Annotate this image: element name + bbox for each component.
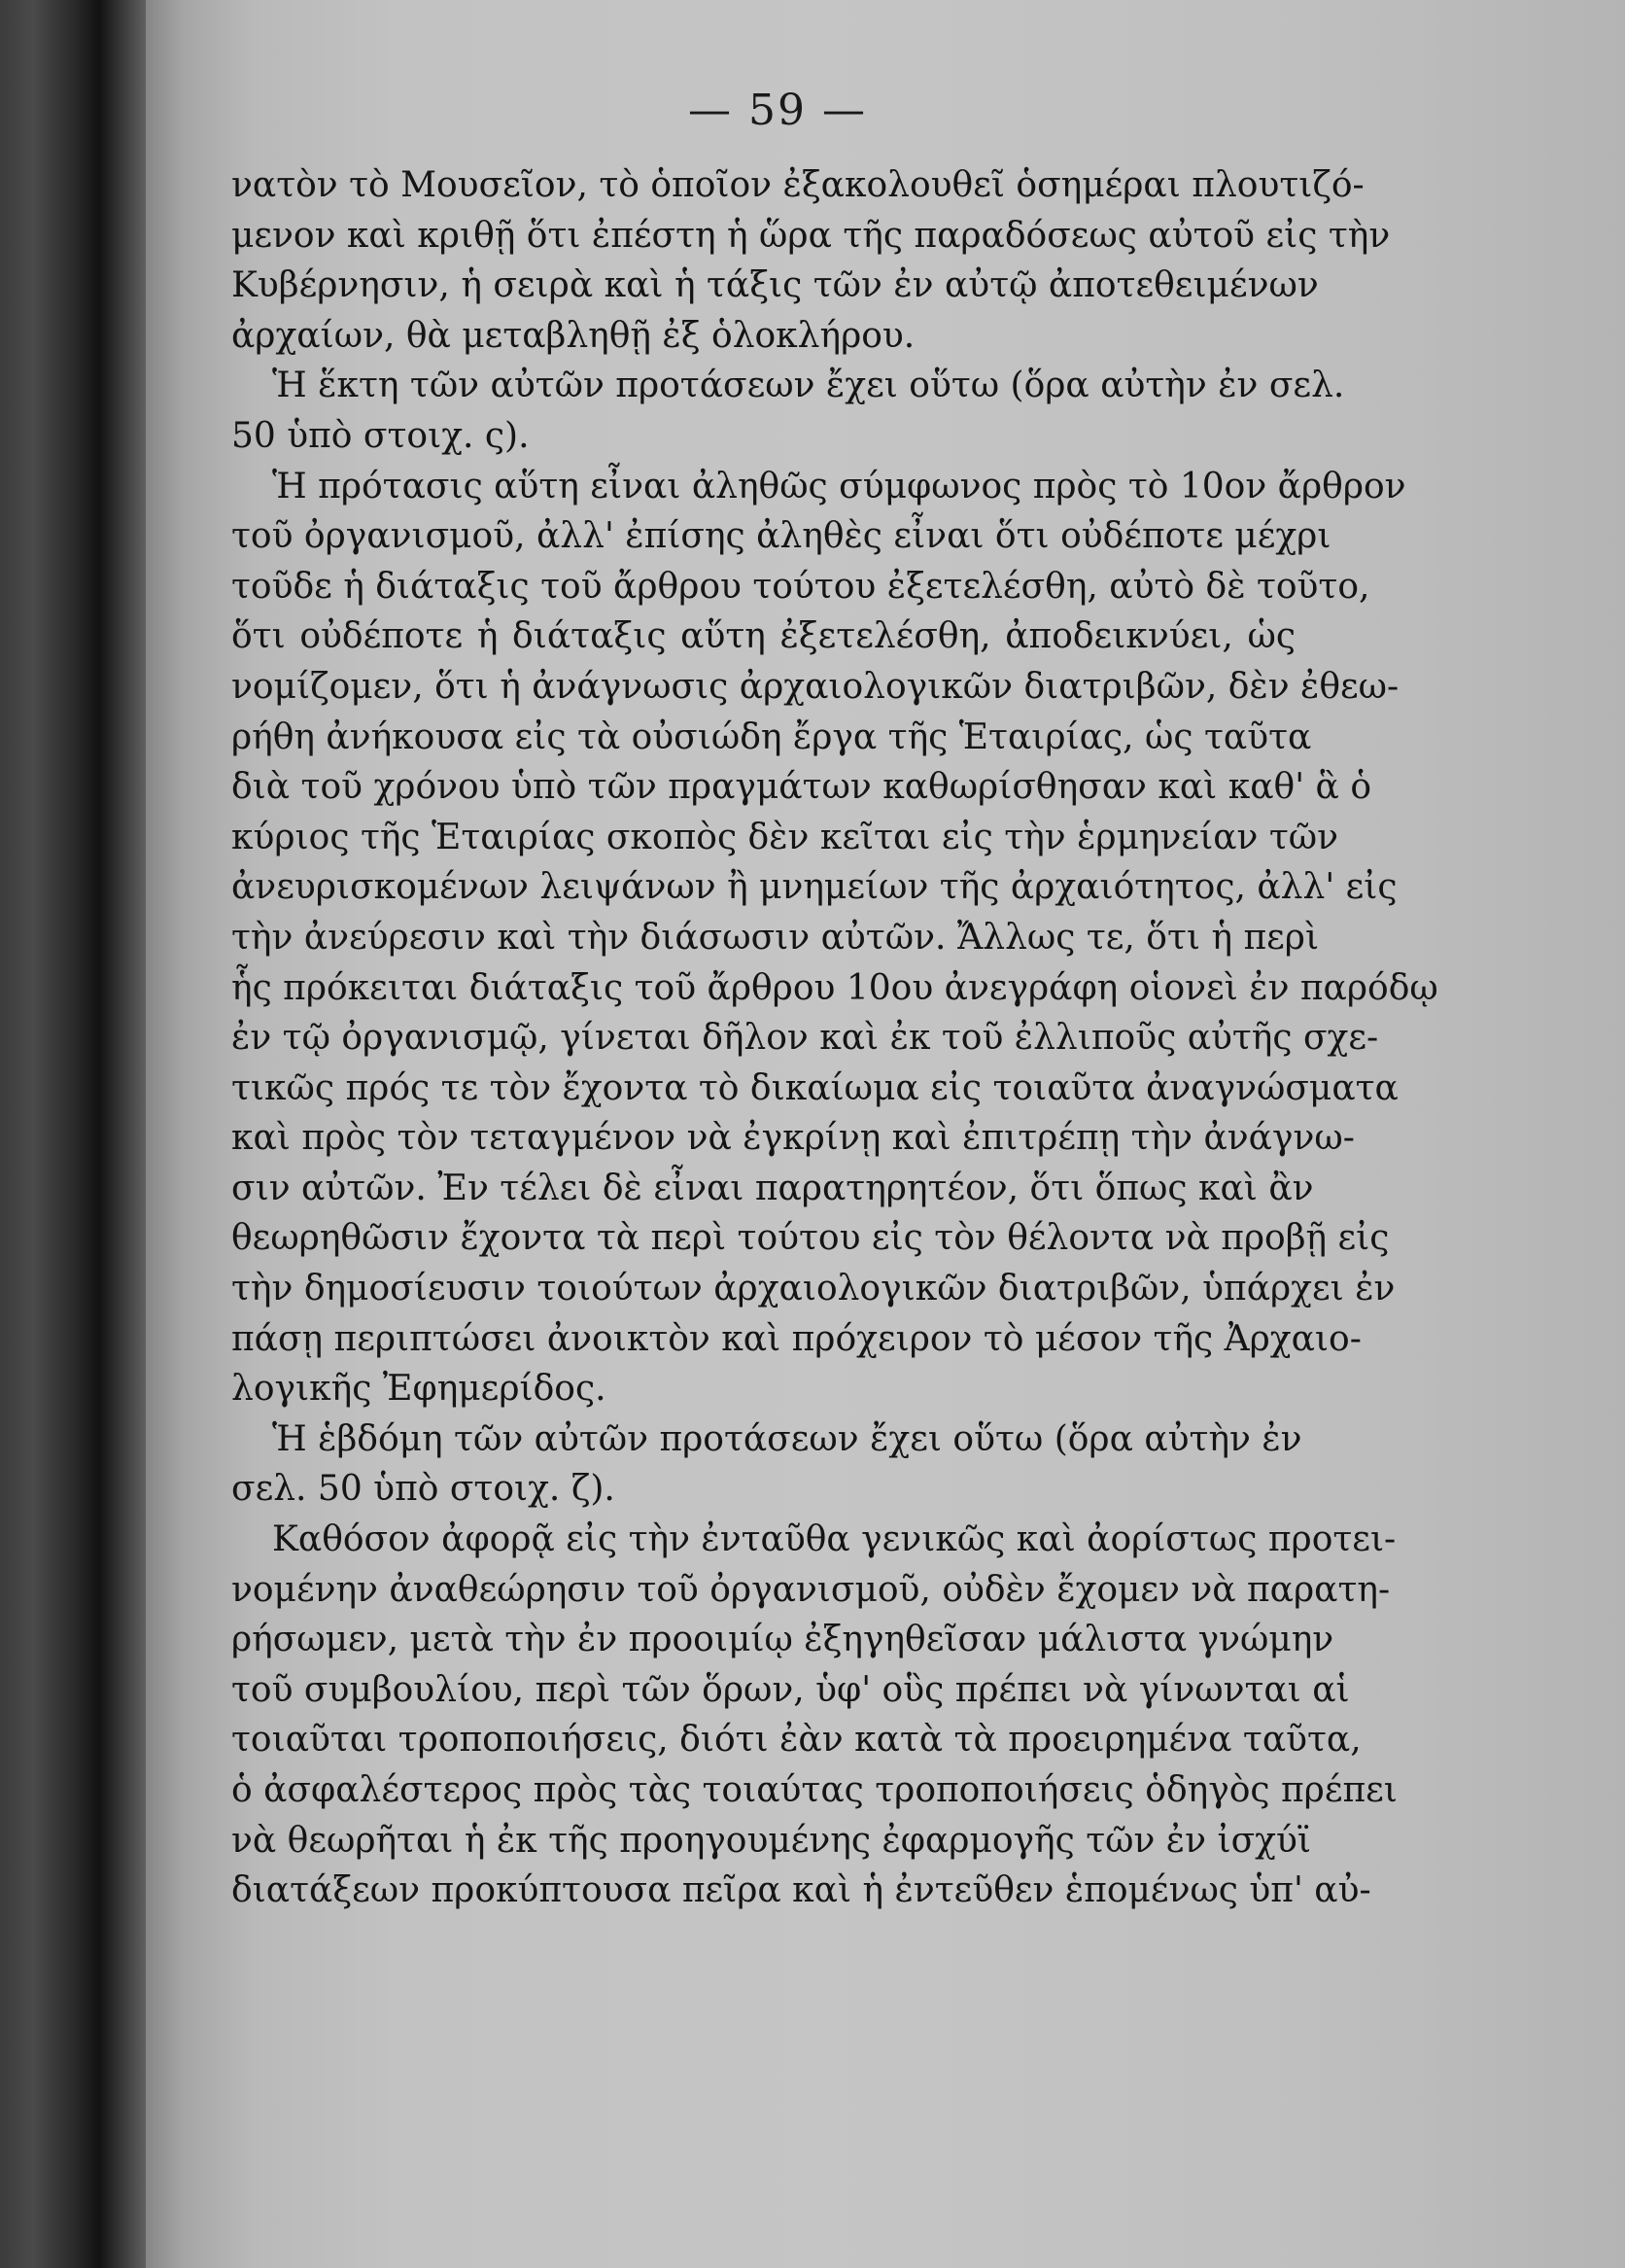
text-line: σελ. 50 ὑπὸ στοιχ. ζ). bbox=[231, 1469, 615, 1510]
text-line: διατάξεων προκύπτουσα πεῖρα καὶ ἡ ἐντεῦθεν ἑπομένως ὑπ' αὐ- bbox=[231, 1870, 1371, 1911]
text-line: τοῦδε ἡ διάταξις τοῦ ἄρθρου τούτου ἐξετελέσθη, αὐτὸ δὲ τοῦτο, bbox=[231, 566, 1370, 607]
text-line: λογικῆς Ἐφημερίδος. bbox=[231, 1369, 606, 1410]
text-line: σιν αὐτῶν. Ἐν τέλει δὲ εἶναι παρατηρητέον, ὅτι ὅπως καὶ ἂν bbox=[231, 1168, 1314, 1208]
text-line: τικῶς πρός τε τὸν ἔχοντα τὸ δικαίωμα εἰς τοιαῦτα ἀναγνώσματα bbox=[231, 1067, 1399, 1108]
text-line: ρήθη ἀνήκουσα εἰς τὰ οὐσιώδη ἔργα τῆς Ἑταιρίας, ὡς ταῦτα bbox=[231, 716, 1312, 757]
text-line: καὶ πρὸς τὸν τεταγμένον νὰ ἐγκρίνῃ καὶ ἐπιτρέπῃ τὴν ἀνάγνω- bbox=[231, 1118, 1355, 1159]
text-line: ἐν τῷ ὀργανισμῷ, γίνεται δῆλον καὶ ἐκ τοῦ ἐλλιποῦς αὐτῆς σχε- bbox=[231, 1018, 1379, 1059]
text-line: νομίζομεν, ὅτι ἡ ἀνάγνωσις ἀρχαιολογικῶν διατριβῶν, δὲν ἐθεω- bbox=[231, 666, 1400, 707]
text-line: μενον καὶ κριθῇ ὅτι ἐπέστη ἡ ὥρα τῆς παραδόσεως αὐτοῦ εἰς τὴν bbox=[231, 215, 1391, 256]
text-line: ρήσωμεν, μετὰ τὴν ἐν προοιμίῳ ἐξηγηθεῖσαν μάλιστα γνώμην bbox=[231, 1620, 1334, 1660]
text-line: τοιαῦται τροποποιήσεις, διότι ἐὰν κατὰ τὰ προειρημένα ταῦτα, bbox=[231, 1720, 1362, 1761]
text-line: Ἡ πρότασις αὕτη εἶναι ἀληθῶς σύμφωνος πρὸς τὸ 10ον ἄρθρον bbox=[272, 466, 1406, 506]
text-line: νατὸν τὸ Μουσεῖον, τὸ ὁποῖον ἐξακολουθεῖ ὁσημέραι πλουτιζό- bbox=[231, 165, 1365, 205]
text-line: Ἡ ἕκτη τῶν αὐτῶν προτάσεων ἔχει οὕτω (ὅρα αὐτὴν ἐν σελ. bbox=[272, 366, 1345, 406]
text-line: Κυβέρνησιν, ἡ σειρὰ καὶ ἡ τάξις τῶν ἐν αὐτῷ ἀποτεθειμένων bbox=[231, 265, 1319, 306]
text-line: ἀρχαίων, θὰ μεταβληθῇ ἐξ ὁλοκλήρου. bbox=[231, 315, 916, 356]
text-line: ἧς πρόκειται διάταξις τοῦ ἄρθρου 10ου ἀνεγράφη οἱονεὶ ἐν παρόδῳ bbox=[231, 967, 1438, 1008]
text-line: τὴν ἀνεύρεσιν καὶ τὴν διάσωσιν αὐτῶν. Ἄλλως τε, ὅτι ἡ περὶ bbox=[231, 917, 1320, 958]
text-line: νὰ θεωρῆται ἡ ἐκ τῆς προηγουμένης ἐφαρμογῆς τῶν ἐν ἰσχύϊ bbox=[231, 1820, 1311, 1861]
text-line: πάσῃ περιπτώσει ἀνοικτὸν καὶ πρόχειρον τὸ μέσον τῆς Ἀρχαιο- bbox=[231, 1318, 1362, 1359]
text-line: θεωρηθῶσιν ἔχοντα τὰ περὶ τούτου εἰς τὸν θέλοντα νὰ προβῇ εἰς bbox=[231, 1218, 1390, 1259]
text-line: ἀνευρισκομένων λειψάνων ἢ μνημείων τῆς ἀρχαιότητος, ἀλλ' εἰς bbox=[231, 867, 1398, 908]
body-text bbox=[231, 160, 1438, 1916]
page-number-header: — 59 — bbox=[688, 86, 867, 135]
text-line: ὁ ἀσφαλέστερος πρὸς τὰς τοιαύτας τροποποιήσεις ὁδηγὸς πρέπει bbox=[231, 1770, 1398, 1810]
text-line: τὴν δημοσίευσιν τοιούτων ἀρχαιολογικῶν διατριβῶν, ὑπάρχει ἐν bbox=[231, 1269, 1396, 1309]
text-line: Καθόσον ἀφορᾷ εἰς τὴν ἐνταῦθα γενικῶς καὶ ἀορίστως προτει- bbox=[272, 1519, 1397, 1560]
book-binding-shadow bbox=[0, 0, 165, 2268]
text-line: κύριος τῆς Ἑταιρίας σκοπὸς δὲν κεῖται εἰς τὴν ἑρμηνείαν τῶν bbox=[231, 817, 1338, 857]
text-line: τοῦ συμβουλίου, περὶ τῶν ὅρων, ὑφ' οὓς πρέπει νὰ γίνωνται αἱ bbox=[231, 1669, 1350, 1710]
text-line: νομένην ἀναθεώρησιν τοῦ ὀργανισμοῦ, οὐδὲν ἔχομεν νὰ παρατη- bbox=[231, 1569, 1391, 1610]
text-line: τοῦ ὀργανισμοῦ, ἀλλ' ἐπίσης ἀληθὲς εἶναι ὅτι οὐδέποτε μέχρι bbox=[231, 516, 1331, 557]
text-line: ὅτι οὐδέποτε ἡ διάταξις αὕτη ἐξετελέσθη, ἀποδεικνύει, ὡς bbox=[231, 616, 1296, 657]
text-line: 50 ὑπὸ στοιχ. ς). bbox=[231, 415, 530, 456]
text-line: Ἡ ἑβδόμη τῶν αὐτῶν προτάσεων ἔχει οὕτω (ὅρα αὐτὴν ἐν bbox=[272, 1418, 1302, 1459]
text-line: διὰ τοῦ χρόνου ὑπὸ τῶν πραγμάτων καθωρίσθησαν καὶ καθ' ἃ ὁ bbox=[231, 767, 1371, 808]
